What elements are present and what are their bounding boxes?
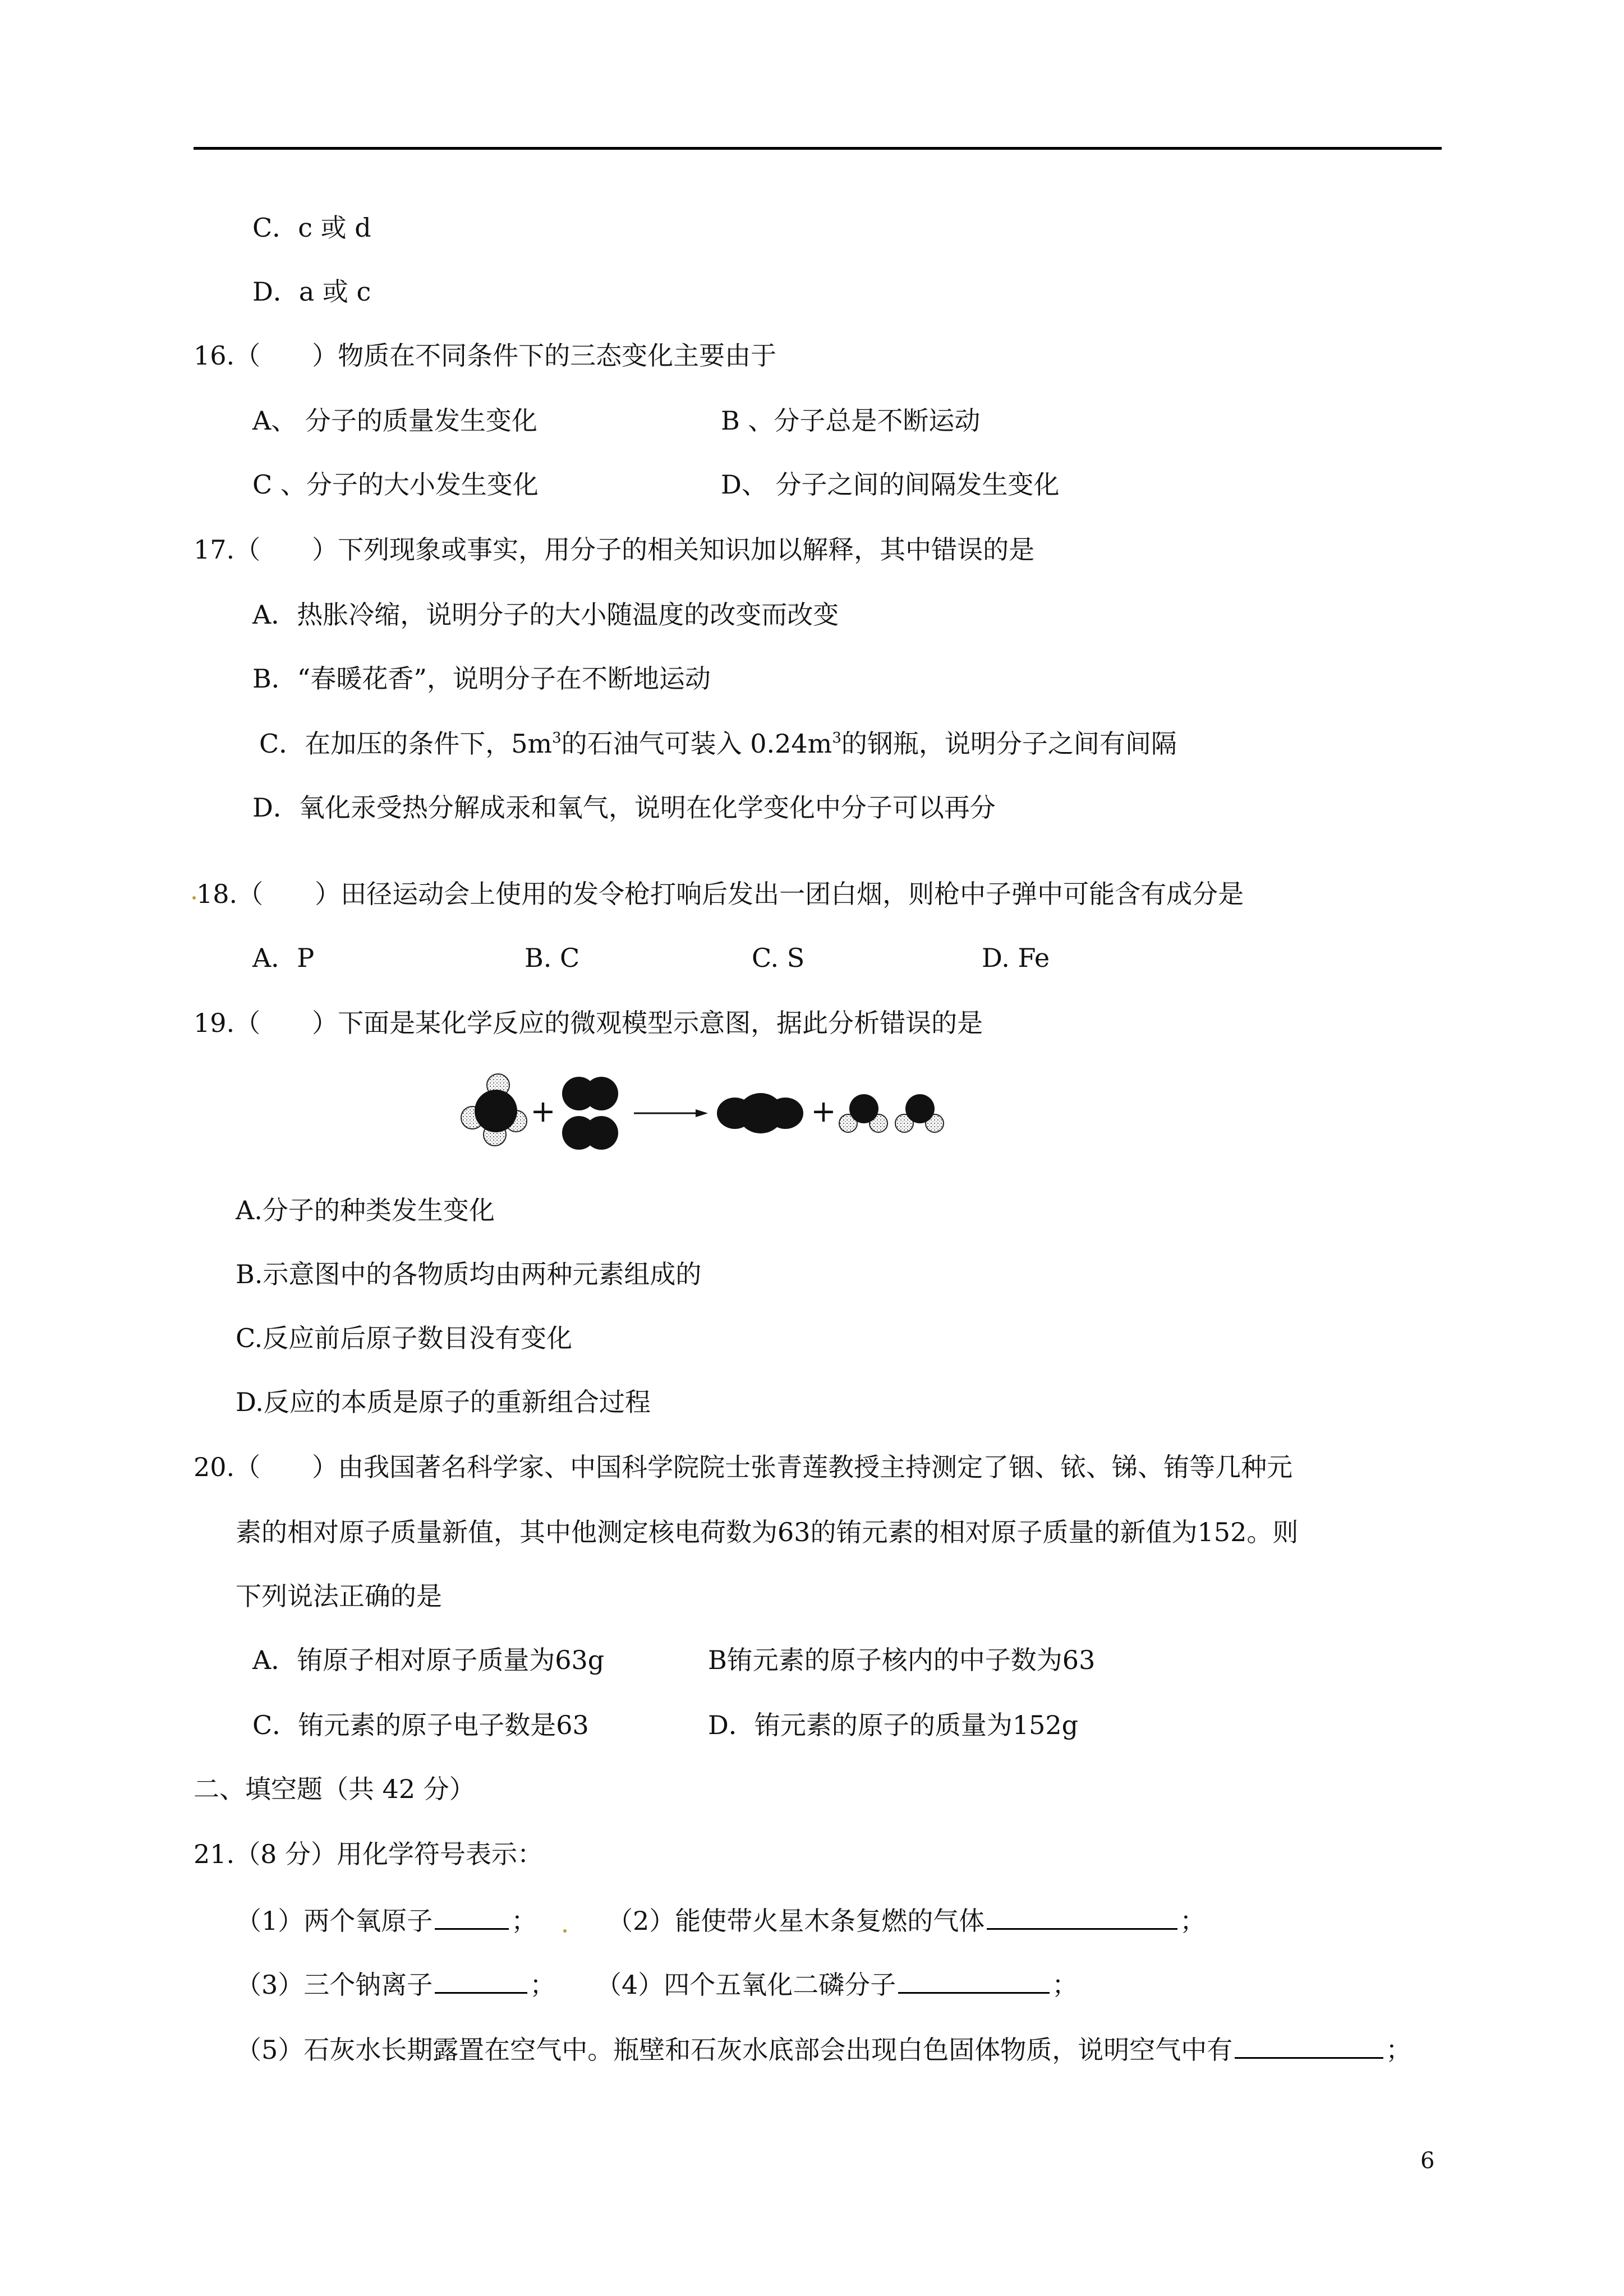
q21-part-5-label: （5）石灰水长期露置在空气中。瓶壁和石灰水底部会出现白色固体物质，说明空气中有 [236,2035,1233,2065]
q17-c-sup1: 3 [552,730,562,746]
molecule-reactant-2 [562,1077,618,1150]
q20-line-1: 20.（ ）由我国著名科学家、中国科学院院士张青莲教授主持测定了铟、铱、锑、铕等几种元 [194,1452,1293,1482]
q16-stem: 16.（ ）物质在不同条件下的三态变化主要由于 [194,340,777,371]
speck-dot [563,1929,567,1933]
q20-option-d: D．铕元素的原子的质量为152g [708,1710,1079,1740]
q17-c-part1: C．在加压的条件下，5m [259,729,553,759]
q16-option-a: A、 分子的质量发生变化 [252,405,537,436]
q21-part-4-label: （4）四个五氧化二磷分子 [596,1970,896,2000]
q15-option-d: D．a 或 c [252,276,371,307]
speck-dot [192,896,196,900]
header-rule [194,147,1442,150]
q19-option-d: D.反应的本质是原子的重新组合过程 [236,1387,651,1417]
q16-option-b: B 、分子总是不断运动 [721,405,981,436]
q18-option-a: A．P [252,943,315,973]
molecule-reactant-1 [461,1074,527,1146]
page-number: 6 [1420,2148,1435,2174]
q21-part-1-label: （1）两个氧原子 [236,1906,433,1936]
q20-option-b: B铕元素的原子核内的中子数为63 [708,1645,1096,1675]
q20-option-c: C．铕元素的原子电子数是63 [252,1710,589,1740]
q20-line-2: 素的相对原子质量新值，其中他测定核电荷数为63的铕元素的相对原子质量的新值为152。则 [236,1517,1299,1547]
q18-option-c: C. S [752,943,805,973]
q21-part-5 [236,2032,1411,2066]
q19-option-a: A.分子的种类发生变化 [236,1195,495,1225]
q17-stem: 17.（ ）下列现象或事实，用分子的相关知识加以解释，其中错误的是 [194,534,1035,565]
answer-blank-3[interactable] [435,1967,527,1994]
section-heading: 二、填空题（共 42 分） [194,1774,475,1804]
q21-part-2 [607,1903,1206,1937]
molecule-product-2 [839,1094,944,1132]
answer-blank-4[interactable] [898,1967,1050,1994]
answer-blank-2[interactable] [987,1903,1177,1930]
q17-c-part2: 的石油气可装入 0.24m [561,729,832,759]
q19-stem: 19.（ ）下面是某化学反应的微观模型示意图，据此分析错误的是 [194,1008,983,1038]
q21-part-1 [236,1903,537,1937]
q21-part-3 [236,1967,555,2000]
q21-part-4 [596,1967,1078,2000]
q20-line-3: 下列说法正确的是 [236,1581,442,1611]
q16-option-d: D、 分子之间的间隔发生变化 [721,469,1060,500]
q21-part-1-end: ； [511,1906,537,1936]
reaction-diagram [449,1068,1021,1164]
q18-option-b: B. C [525,943,580,973]
q17-c-sup2: 3 [832,730,841,746]
answer-blank-5[interactable] [1235,2032,1383,2059]
q15-option-c: C．c 或 d [252,213,371,243]
plus-sign-2: + [811,1094,836,1129]
q21-part-3-end: ； [530,1970,556,2000]
molecule-product-1 [717,1093,803,1133]
q17-c-part3: 的钢瓶，说明分子之间有间隔 [841,729,1177,759]
answer-blank-1[interactable] [435,1903,509,1930]
q20-option-a: A．铕原子相对原子质量为63g [252,1645,605,1675]
q21-part-5-end: ； [1386,2035,1412,2065]
q21-part-4-end: ； [1052,1970,1078,2000]
q16-option-c: C 、分子的大小发生变化 [252,469,539,500]
q21-stem: 21.（8 分）用化学符号表示： [194,1839,544,1869]
q19-option-c: C.反应前后原子数目没有变化 [236,1323,573,1353]
q17-option-d: D．氧化汞受热分解成汞和氧气，说明在化学变化中分子可以再分 [252,792,996,823]
q21-part-2-end: ； [1180,1906,1206,1936]
q21-part-3-label: （3）三个钠离子 [236,1970,433,2000]
q17-option-b: B．“春暖花香”，说明分子在不断地运动 [252,663,711,694]
q18-option-d: D. Fe [982,943,1050,973]
reaction-arrow [634,1109,708,1117]
q17-option-c [259,728,1177,759]
q21-part-2-label: （2）能使带火星木条复燃的气体 [607,1906,985,1936]
q19-option-b: B.示意图中的各物质均由两种元素组成的 [236,1259,702,1289]
q17-option-a: A．热胀冷缩，说明分子的大小随温度的改变而改变 [252,600,839,630]
q18-stem: 18.（ ）田径运动会上使用的发令枪打响后发出一团白烟，则枪中子弹中可能含有成分是 [196,879,1244,909]
plus-sign-1: + [530,1094,556,1129]
